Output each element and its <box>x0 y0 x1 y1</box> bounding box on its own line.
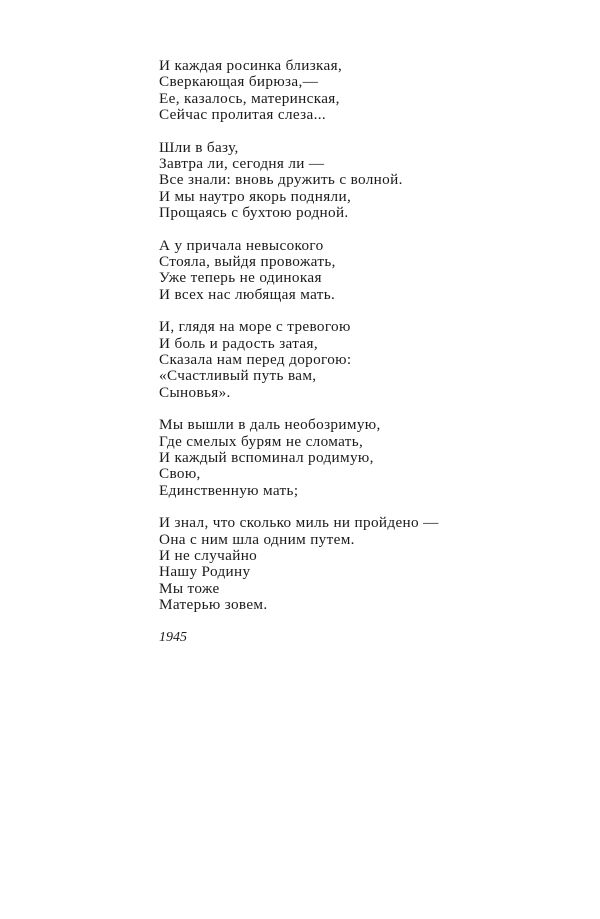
stanza-2 <box>159 140 559 221</box>
poem-date: 1945 <box>159 629 187 645</box>
poem-line: Все знали: вновь дружить с волной. <box>159 171 403 189</box>
poem-line: И мы наутро якорь подняли, <box>159 187 352 205</box>
poem-line: Уже теперь не одинокая <box>159 269 322 287</box>
poem-line: Сейчас пролитая слеза... <box>159 105 327 123</box>
poem-line: И каждая росинка близкая, <box>159 57 343 74</box>
poem-line: Свою, <box>159 465 201 483</box>
poem-line: Сыновья». <box>159 383 231 401</box>
poem-line: Сверкающая бирюза,— <box>159 73 319 91</box>
poem-line: Сказала нам перед дорогою: <box>159 350 352 368</box>
stanza-6 <box>159 515 559 613</box>
poem-line: Прощаясь с бухтою родной. <box>159 203 349 221</box>
poem-line: Она с ним шла одним путем. <box>159 530 355 548</box>
poem-line: Мы вышли в даль необозримую, <box>159 416 381 434</box>
poem-line: «Счастливый путь вам, <box>159 367 317 385</box>
poem-line: Ее, казалось, материнская, <box>159 89 340 107</box>
poem-line: Где смелых бурям не сломать, <box>159 432 364 450</box>
poem-line: И каждый вспоминал родимую, <box>159 448 374 466</box>
stanza-3 <box>159 238 559 303</box>
stanza-5 <box>159 417 559 498</box>
poem <box>159 58 559 646</box>
poem-line: А у причала невысокого <box>159 236 324 254</box>
poem-line: И боль и радость затая, <box>159 334 318 352</box>
poem-line: Завтра ли, сегодня ли — <box>159 154 325 172</box>
poem-line: Мы тоже <box>159 579 220 597</box>
stanza-1 <box>159 58 559 123</box>
poem-line: Матерью зовем. <box>159 595 268 613</box>
poem-line: Стояла, выйдя провожать, <box>159 252 336 270</box>
poem-line: Единственную мать; <box>159 481 299 499</box>
poem-line: Нашу Родину <box>159 563 251 581</box>
poem-line: И знал, что сколько миль ни пройдено — <box>159 514 439 532</box>
poem-line: Шли в базу, <box>159 138 239 156</box>
poem-line: И, глядя на море с тревогою <box>159 318 351 336</box>
poem-line: И всех нас любящая мать. <box>159 285 336 303</box>
stanza-4 <box>159 319 559 400</box>
poem-line: И не случайно <box>159 546 258 564</box>
